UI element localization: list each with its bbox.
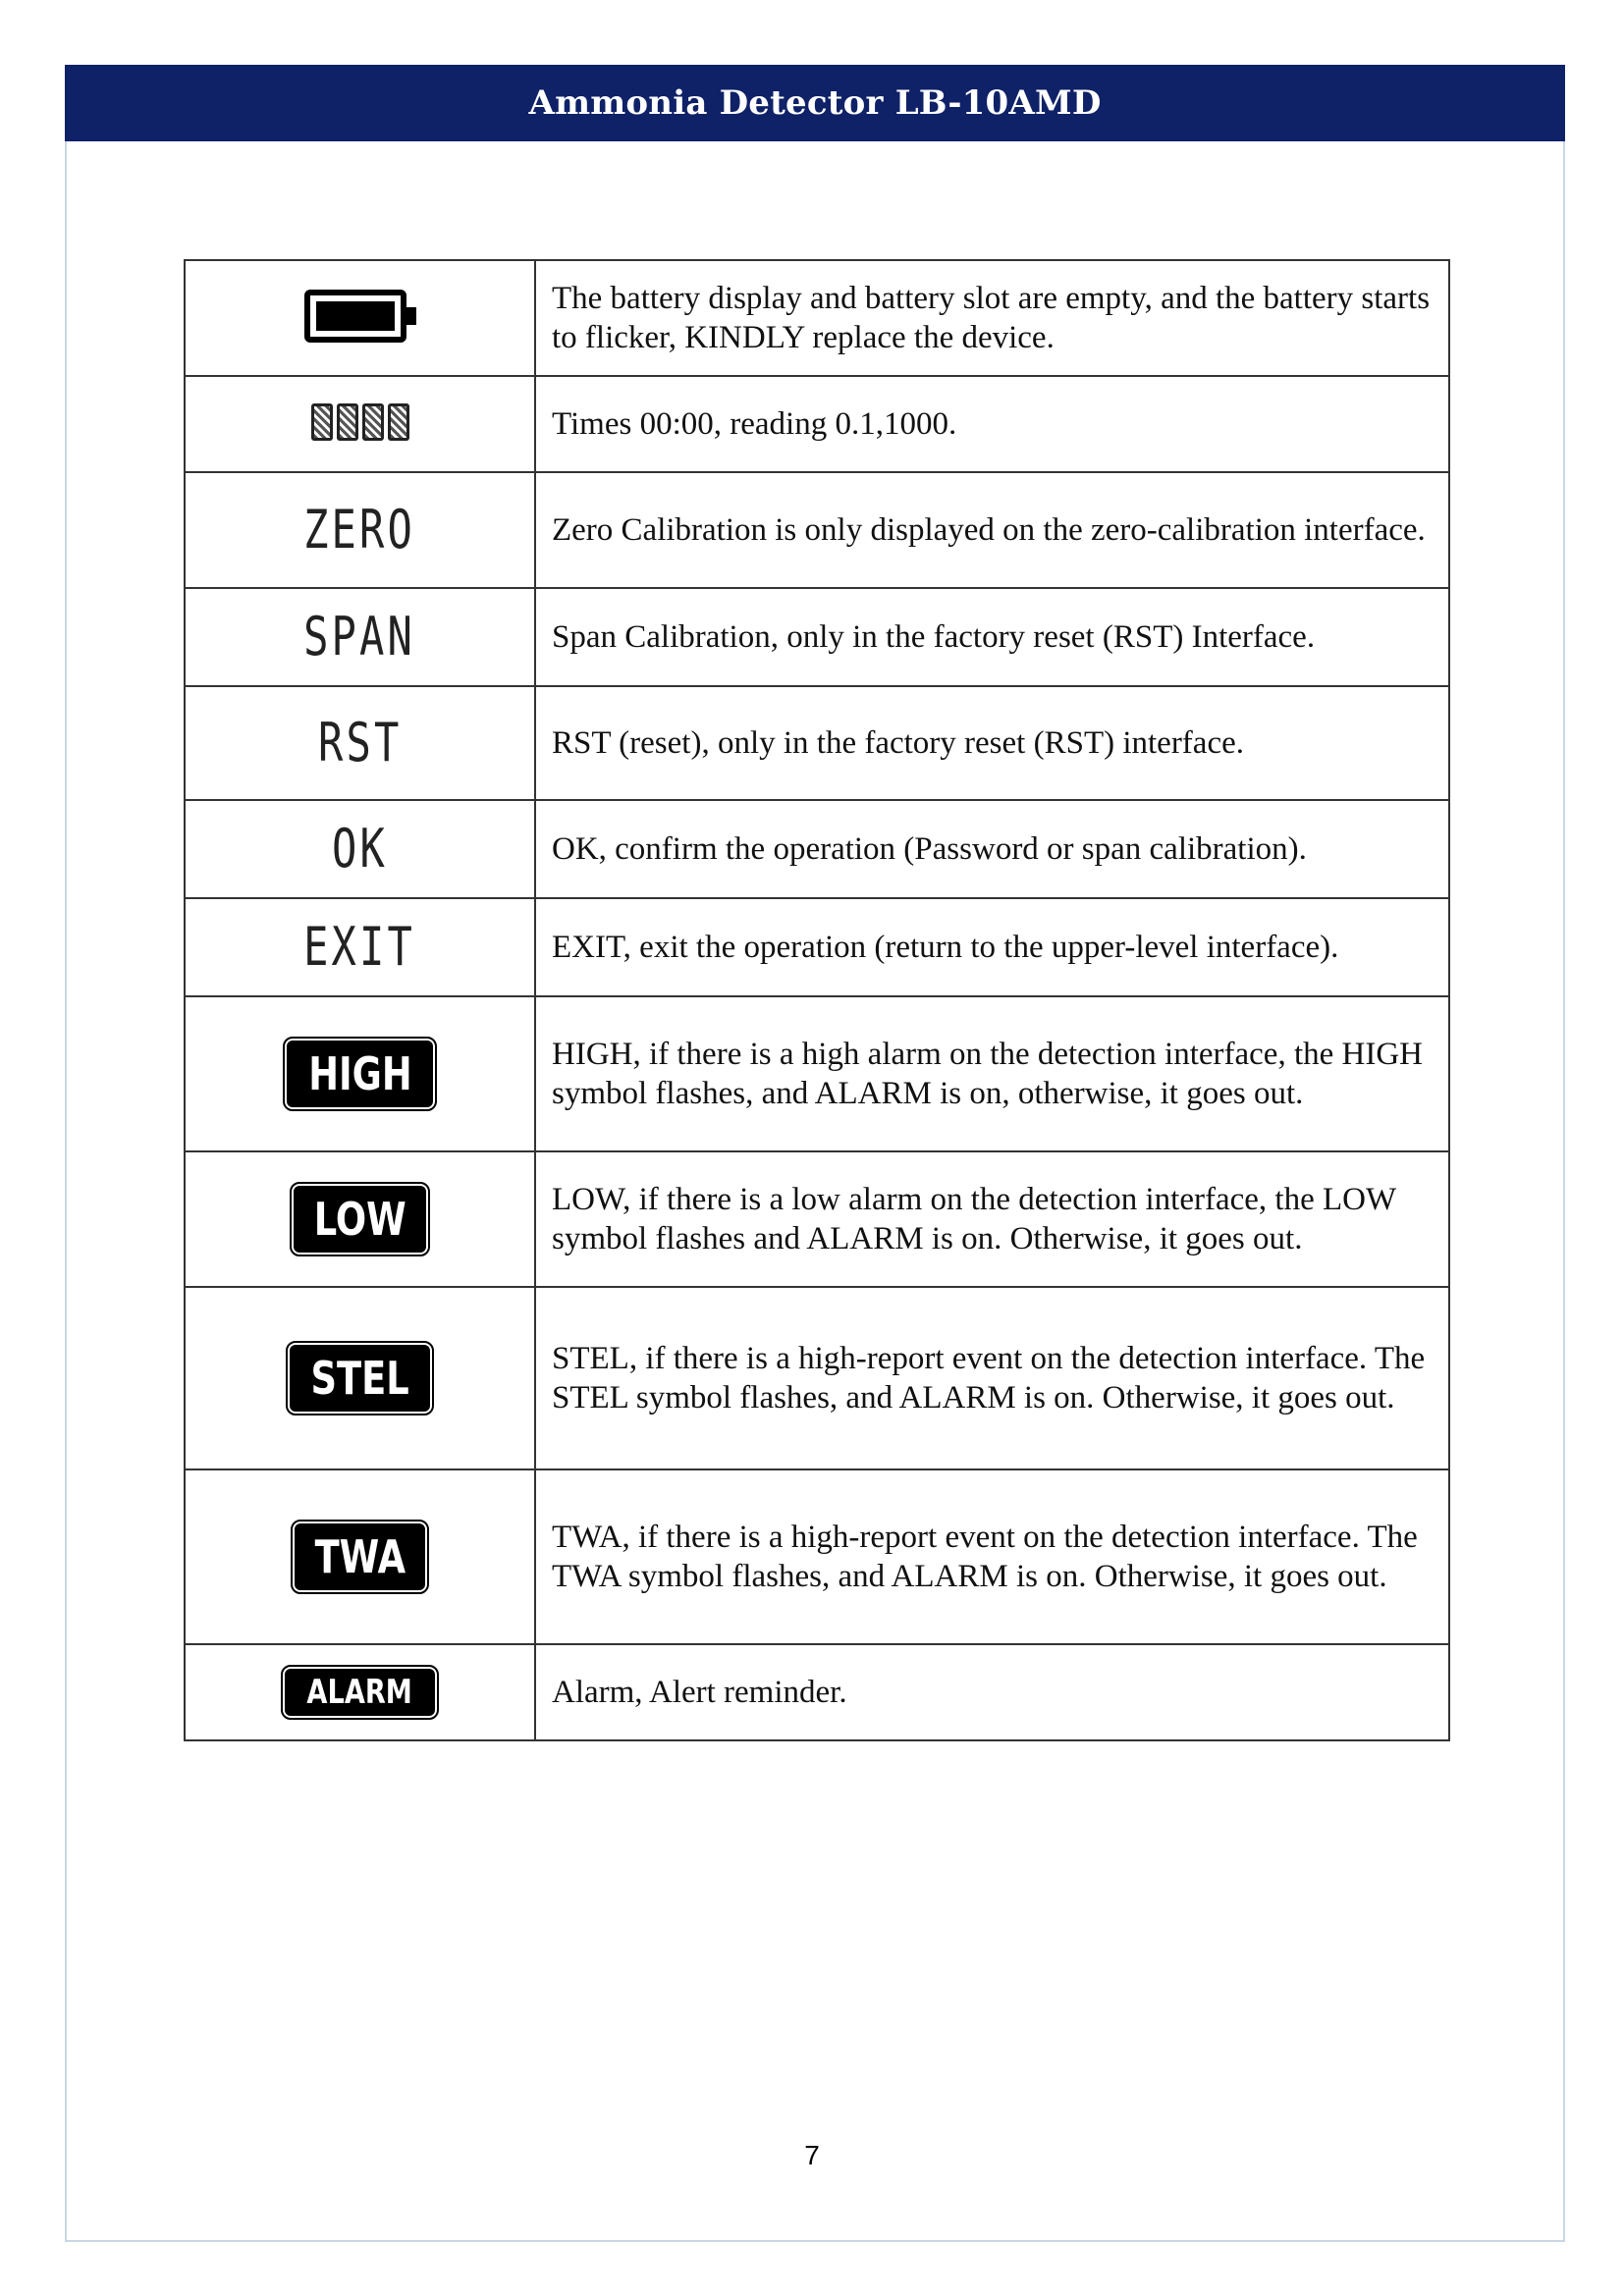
icon-cell bbox=[185, 1469, 535, 1644]
icon-cell bbox=[185, 1287, 535, 1469]
description-cell: EXIT, exit the operation (return to the upper-level interface). bbox=[535, 898, 1449, 996]
description-cell: Times 00:00, reading 0.1,1000. bbox=[535, 376, 1449, 472]
table-row bbox=[185, 996, 1449, 1151]
description-cell: TWA, if there is a high-report event on the detection interface. The TWA symbol flashes, and ALARM is on. Otherwise, it goes out. bbox=[535, 1469, 1449, 1644]
description-cell: HIGH, if there is a high alarm on the detection interface, the HIGH symbol flashes, and ALARM is on, otherwise, it goes out. bbox=[535, 996, 1449, 1151]
table-row bbox=[185, 686, 1449, 800]
low-badge-icon: LOW bbox=[294, 1186, 427, 1253]
table-row bbox=[185, 376, 1449, 472]
high-badge-icon: HIGH bbox=[287, 1041, 434, 1107]
segment-digits-icon bbox=[311, 403, 409, 441]
header-bar bbox=[65, 65, 1565, 141]
table-row bbox=[185, 588, 1449, 686]
table-row bbox=[185, 1151, 1449, 1287]
description-cell: Zero Calibration is only displayed on the zero-calibration interface. bbox=[535, 472, 1449, 588]
description-cell: The battery display and battery slot are empty, and the battery starts to flicker, KINDLY replace the device. bbox=[535, 260, 1449, 376]
battery-icon bbox=[304, 290, 406, 343]
twa-badge-icon: TWA bbox=[295, 1523, 426, 1590]
zero-segment-icon: ZERO bbox=[303, 499, 416, 561]
symbol-table bbox=[184, 259, 1450, 1741]
page-number: 7 bbox=[804, 2140, 820, 2170]
icon-cell bbox=[185, 996, 535, 1151]
icon-cell bbox=[185, 1644, 535, 1740]
table-row bbox=[185, 1287, 1449, 1469]
icon-cell bbox=[185, 800, 535, 898]
table-row bbox=[185, 898, 1449, 996]
rst-segment-icon: RST bbox=[317, 712, 403, 774]
table-row bbox=[185, 260, 1449, 376]
icon-cell bbox=[185, 376, 535, 472]
icon-cell bbox=[185, 1151, 535, 1287]
icon-cell bbox=[185, 898, 535, 996]
description-cell: RST (reset), only in the factory reset (RST) interface. bbox=[535, 686, 1449, 800]
icon-cell bbox=[185, 472, 535, 588]
description-cell: OK, confirm the operation (Password or span calibration). bbox=[535, 800, 1449, 898]
document-title: Ammonia Detector LB-10AMD bbox=[528, 83, 1102, 123]
span-segment-icon: SPAN bbox=[303, 606, 416, 667]
icon-cell bbox=[185, 588, 535, 686]
exit-segment-icon: EXIT bbox=[303, 916, 416, 978]
description-cell: STEL, if there is a high-report event on the detection interface. The STEL symbol flashes, and ALARM is on. Otherwise, it goes out. bbox=[535, 1287, 1449, 1469]
icon-cell bbox=[185, 686, 535, 800]
stel-badge-icon: STEL bbox=[290, 1345, 430, 1412]
ok-segment-icon: OK bbox=[332, 818, 388, 880]
table-row bbox=[185, 1469, 1449, 1644]
description-cell: Alarm, Alert reminder. bbox=[535, 1644, 1449, 1740]
alarm-badge-icon: ALARM bbox=[285, 1669, 434, 1716]
table-row bbox=[185, 1644, 1449, 1740]
table-row bbox=[185, 800, 1449, 898]
table-row bbox=[185, 472, 1449, 588]
description-cell: Span Calibration, only in the factory reset (RST) Interface. bbox=[535, 588, 1449, 686]
icon-cell bbox=[185, 260, 535, 376]
description-cell: LOW, if there is a low alarm on the detection interface, the LOW symbol flashes and ALARM is on. Otherwise, it goes out. bbox=[535, 1151, 1449, 1287]
